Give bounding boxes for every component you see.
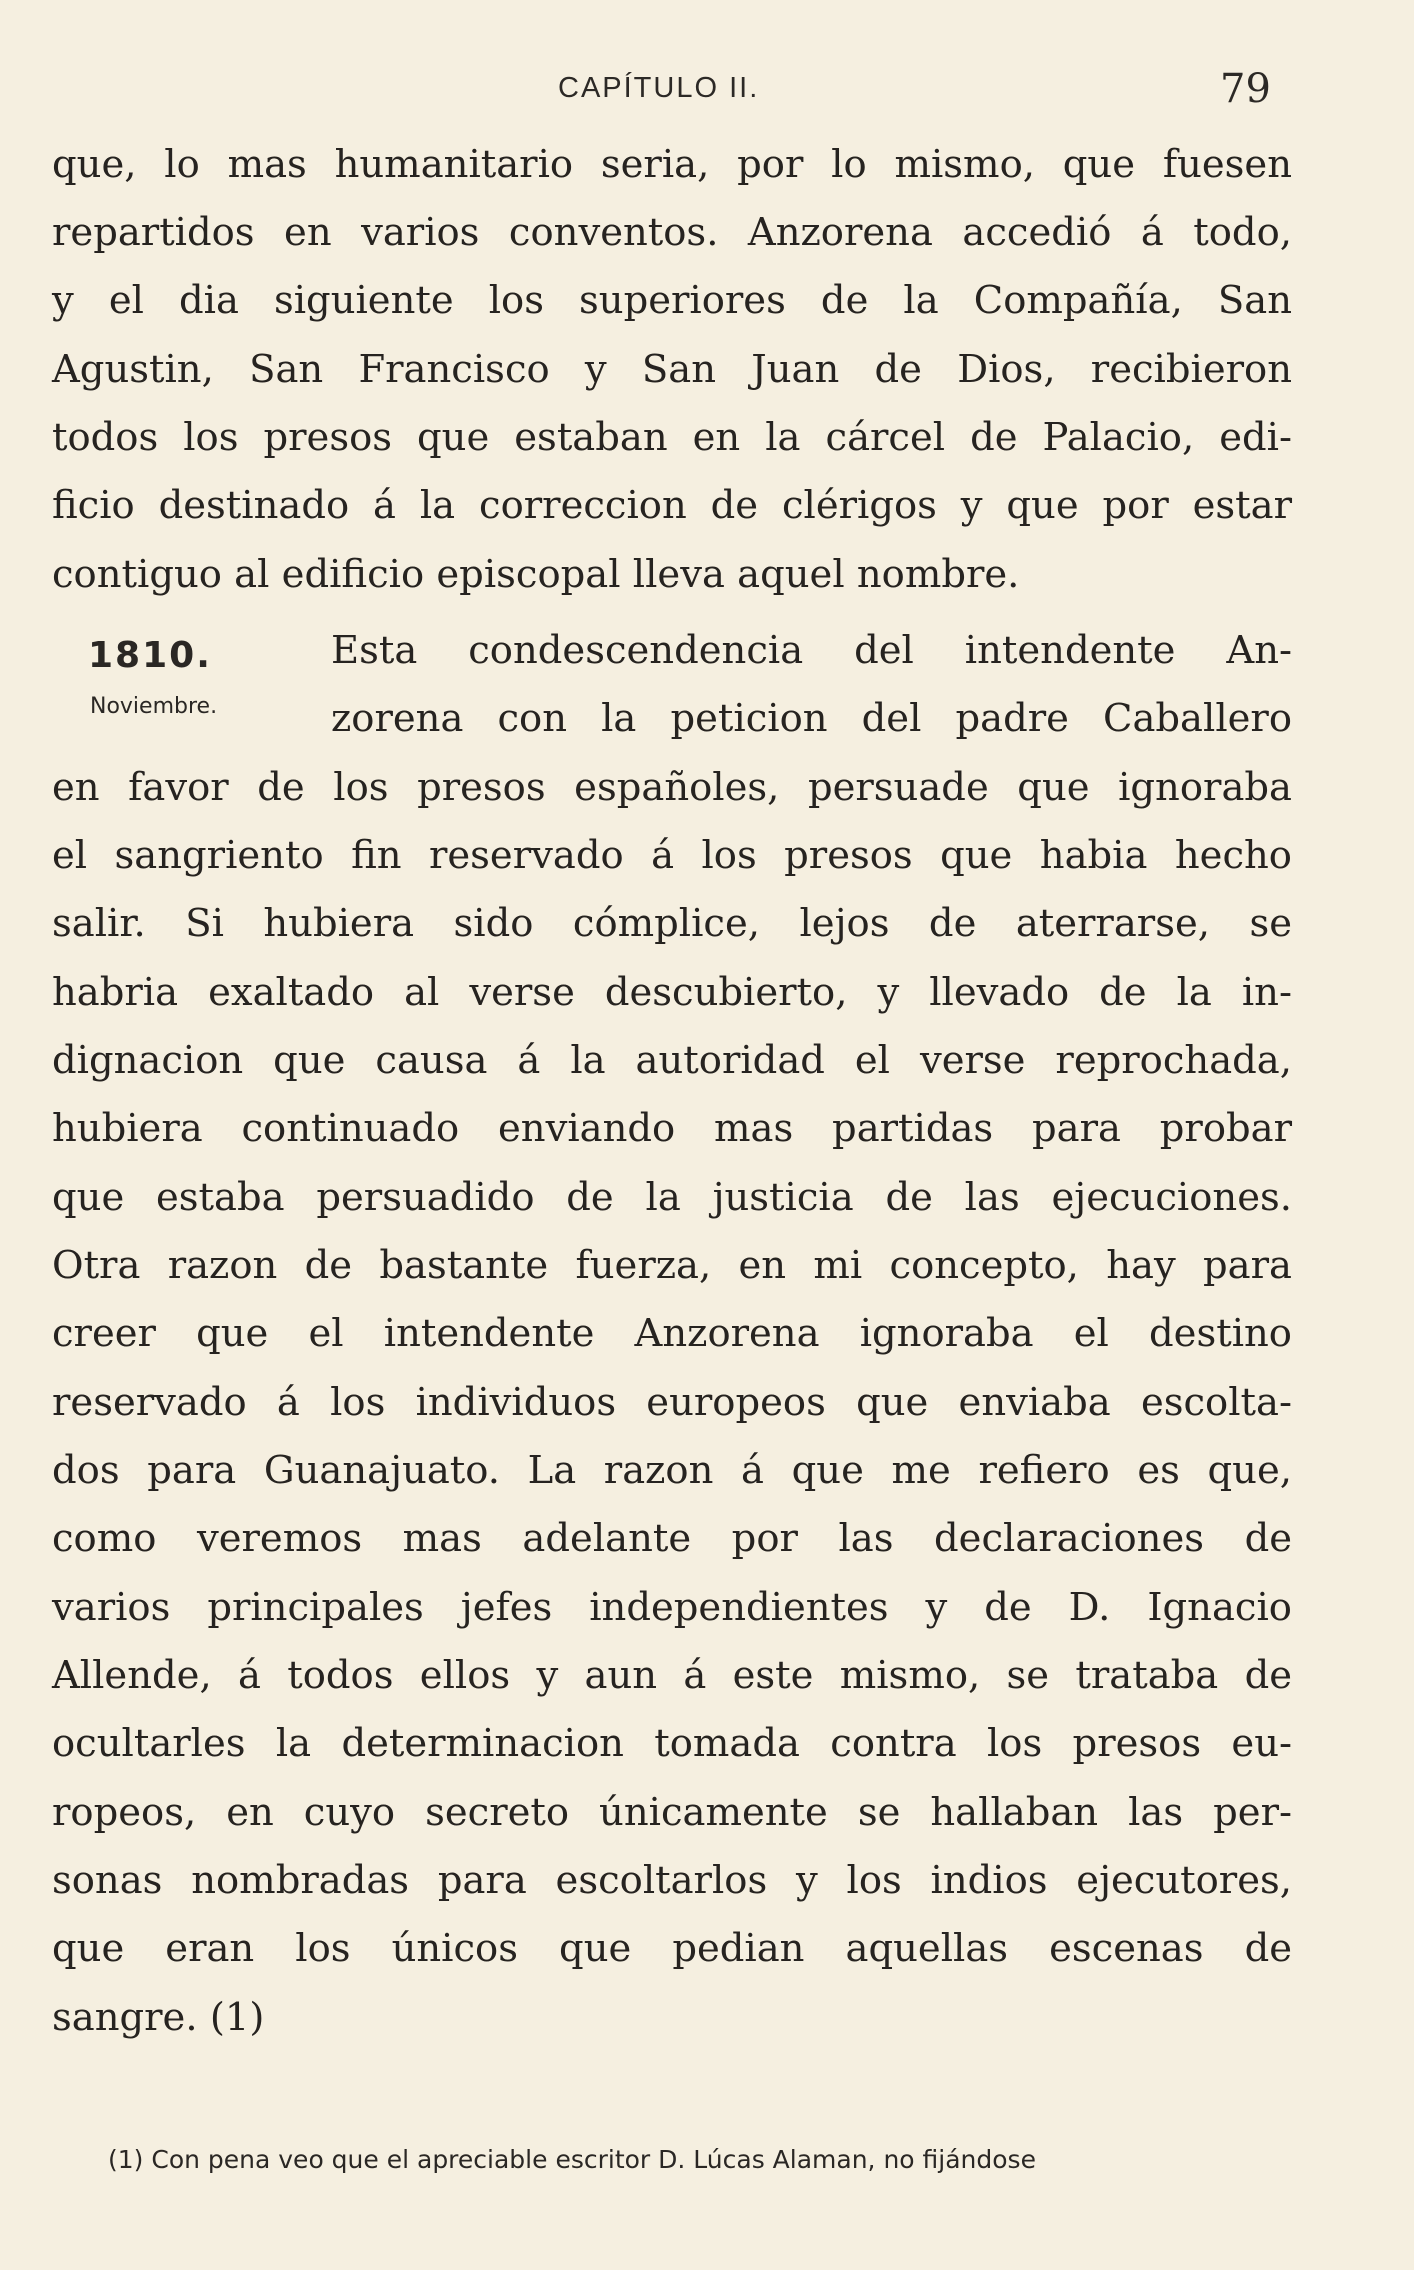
text-line: todos los presos que estaban en la cárcel de Palacio, edi- — [52, 415, 1292, 460]
chapter-title: CAPÍTULO II. — [558, 72, 760, 104]
text-line: Otra razon de bastante fuerza, en mi concepto, hay para — [52, 1243, 1292, 1288]
text-line: sonas nombradas para escoltarlos y los indios ejecutores, — [52, 1858, 1292, 1903]
text-line: ropeos, en cuyo secreto únicamente se hallaban las per- — [52, 1790, 1292, 1835]
text-line: salir. Si hubiera sido cómplice, lejos de aterrarse, se — [52, 901, 1292, 946]
text-line: ficio destinado á la correccion de clérigos y que por estar — [52, 483, 1292, 528]
margin-note-month: Noviembre. — [90, 694, 218, 719]
text-line: Allende, á todos ellos y aun á este mismo, se trataba de — [52, 1653, 1292, 1698]
text-line: hubiera continuado enviando mas partidas para probar — [52, 1106, 1292, 1151]
text-line: contiguo al edificio episcopal lleva aquel nombre. — [52, 552, 1020, 597]
page-number: 79 — [1220, 66, 1271, 112]
text-line: dos para Guanajuato. La razon á que me refiero es que, — [52, 1448, 1292, 1493]
text-line: creer que el intendente Anzorena ignoraba el destino — [52, 1311, 1292, 1356]
text-line: el sangriento fin reservado á los presos que habia hecho — [52, 833, 1292, 878]
text-line: Esta condescendencia del intendente An- — [331, 628, 1292, 673]
text-line: habria exaltado al verse descubierto, y llevado de la in- — [52, 970, 1292, 1015]
text-line: Agustin, San Francisco y San Juan de Dios, recibieron — [52, 347, 1292, 392]
text-line: sangre. (1) — [52, 1995, 265, 2040]
text-line: varios principales jefes independientes y de D. Ignacio — [52, 1585, 1292, 1630]
running-header — [0, 68, 1414, 128]
margin-note-year: 1810. — [88, 635, 212, 676]
text-line: dignacion que causa á la autoridad el verse reprochada, — [52, 1038, 1292, 1083]
text-line: zorena con la peticion del padre Caballero — [331, 696, 1292, 741]
footnote: (1) Con pena veo que el apreciable escritor D. Lúcas Alaman, no fijándose — [108, 2145, 1036, 2174]
text-line: en favor de los presos españoles, persuade que ignoraba — [52, 765, 1292, 810]
text-line: que, lo mas humanitario seria, por lo mismo, que fuesen — [52, 142, 1292, 187]
text-line: y el dia siguiente los superiores de la Compañía, San — [52, 278, 1292, 323]
text-line: que eran los únicos que pedian aquellas escenas de — [52, 1926, 1292, 1971]
text-line: reservado á los individuos europeos que enviaba escolta- — [52, 1380, 1292, 1425]
text-line: que estaba persuadido de la justicia de las ejecuciones. — [52, 1175, 1292, 1220]
text-line: ocultarles la determinacion tomada contra los presos eu- — [52, 1721, 1292, 1766]
text-line: como veremos mas adelante por las declaraciones de — [52, 1516, 1292, 1561]
text-line: repartidos en varios conventos. Anzorena accedió á todo, — [52, 210, 1292, 255]
